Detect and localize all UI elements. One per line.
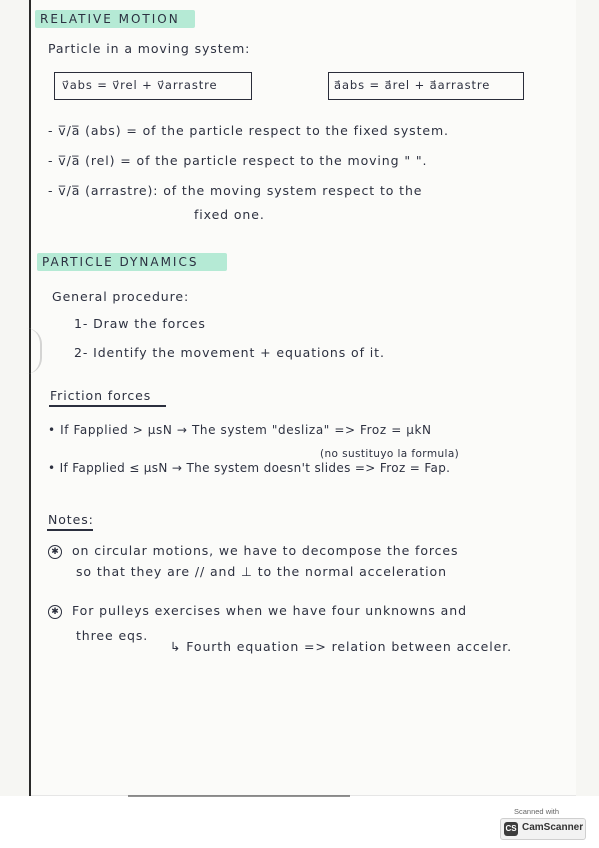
page-edge-shadow bbox=[128, 795, 350, 797]
note-2-line-1: For pulleys exercises when we have four unknowns and bbox=[72, 603, 467, 618]
section-title-particle-dynamics: PARTICLE DYNAMICS bbox=[42, 255, 199, 269]
definition-arrastre-line2: fixed one. bbox=[194, 207, 265, 222]
camscanner-watermark bbox=[500, 807, 584, 841]
friction-title-underline bbox=[49, 405, 166, 407]
note-2-line-3: ↳ Fourth equation => relation between acceler. bbox=[170, 639, 512, 654]
section-title-relative-motion: RELATIVE MOTION bbox=[40, 12, 180, 26]
star-bullet-icon: ✱ bbox=[48, 605, 62, 619]
camscanner-logo-icon: CS bbox=[504, 822, 518, 836]
watermark-caption: Scanned with bbox=[514, 807, 560, 816]
notes-title-underline bbox=[47, 529, 93, 531]
definition-abs: - v̅/a̅ (abs) = of the particle respect to the fixed system. bbox=[48, 123, 449, 138]
friction-note: (no sustituyo la formula) bbox=[320, 448, 460, 460]
watermark-badge bbox=[500, 818, 586, 840]
procedure-step-2: 2- Identify the movement + equations of it. bbox=[74, 345, 385, 360]
note-1-line-1: on circular motions, we have to decompose the forces bbox=[72, 543, 459, 558]
procedure-title: General procedure: bbox=[52, 289, 190, 304]
definition-arrastre-line1: - v̅/a̅ (arrastre): of the moving system respect to the bbox=[48, 183, 423, 198]
friction-title: Friction forces bbox=[50, 388, 152, 403]
formula-acceleration: a⃗abs = a⃗rel + a⃗arrastre bbox=[334, 78, 491, 92]
watermark-name: CamScanner bbox=[522, 822, 584, 833]
star-bullet-icon: ✱ bbox=[48, 545, 62, 559]
note-1-line-2: so that they are // and ⊥ to the normal acceleration bbox=[76, 564, 447, 579]
friction-rule-1: • If Fapplied > μsN → The system "desliza" => Froz = μkN bbox=[48, 423, 432, 437]
procedure-step-1: 1- Draw the forces bbox=[74, 316, 206, 331]
friction-rule-2: • If Fapplied ≤ μsN → The system doesn't slides => Froz = Fap. bbox=[48, 461, 451, 475]
definition-rel: - v̅/a̅ (rel) = of the particle respect to the moving " ". bbox=[48, 153, 428, 168]
note-2-line-2: three eqs. bbox=[76, 628, 149, 643]
intro-text: Particle in a moving system: bbox=[48, 41, 251, 56]
notes-title: Notes: bbox=[48, 512, 94, 527]
formula-velocity: v⃗abs = v⃗rel + v⃗arrastre bbox=[62, 78, 218, 92]
